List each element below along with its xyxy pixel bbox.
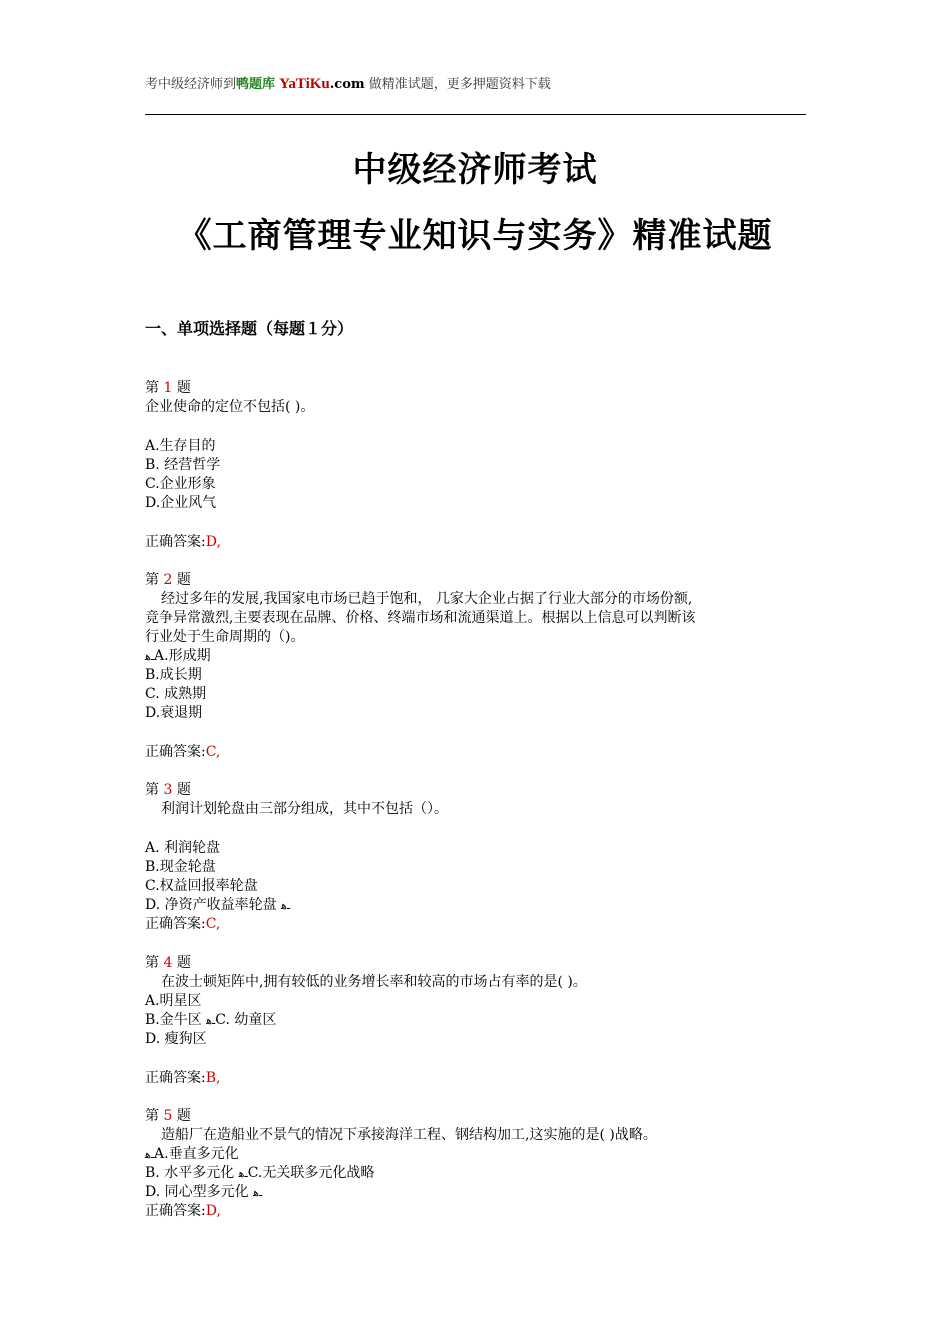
option: D. 同心型多元化 ـﻫ — [145, 1184, 263, 1200]
answer-line: 正确答案:D, — [145, 534, 221, 550]
option: B. 水平多元化 ـﻫC.无关联多元化战略 — [145, 1165, 375, 1181]
brand-domain: .com — [329, 77, 365, 92]
answer-line: 正确答案:B, — [145, 1070, 221, 1086]
question-heading: 第 4 题 — [145, 955, 191, 971]
question-stem: 造船厂在造船业不景气的情况下承接海洋工程、钢结构加工,这实施的是( )战略。 — [161, 1127, 657, 1143]
question-stem: 利润计划轮盘由三部分组成，其中不包括（）。 — [161, 801, 448, 817]
option: C.企业形象 — [145, 476, 216, 492]
option: D.衰退期 — [145, 705, 203, 721]
option: D. 净资产收益率轮盘 ـﻫ — [145, 897, 291, 913]
header-divider — [145, 114, 806, 115]
answer-value: D, — [205, 1203, 221, 1219]
option: A. 利润轮盘 — [145, 840, 221, 856]
question-heading: 第 1 题 — [145, 380, 191, 396]
section-heading: 一、单项选择题（每题１分） — [145, 319, 354, 338]
page-title-line2: 《工商管理专业知识与实务》精准试题 — [177, 216, 773, 256]
question-stem: 在波士顿矩阵中,拥有较低的业务增长率和较高的市场占有率的是( )。 — [161, 974, 587, 990]
question-heading: 第 5 题 — [145, 1108, 191, 1124]
glyph-marker-icon: ـﻫ — [253, 1186, 263, 1199]
question-heading: 第 3 题 — [145, 782, 191, 798]
question-stem: 企业使命的定位不包括( )。 — [145, 399, 315, 415]
question-number: 2 — [163, 572, 173, 588]
option: D.企业风气 — [145, 495, 217, 511]
answer-value: B, — [205, 1070, 221, 1086]
option: B.现金轮盘 — [145, 859, 216, 875]
answer-line: 正确答案:C, — [145, 744, 221, 760]
option: D. 瘦狗区 — [145, 1031, 207, 1047]
question-number: 4 — [163, 955, 173, 971]
page-title-line1: 中级经济师考试 — [352, 150, 598, 190]
answer-value: C, — [205, 916, 221, 932]
question-number: 1 — [163, 380, 173, 396]
question-heading: 第 2 题 — [145, 572, 191, 588]
option: B.成长期 — [145, 667, 202, 683]
option: B.金牛区 ـﻫC. 幼童区 — [145, 1012, 277, 1028]
question-stem: 行业处于生命周期的（)。 — [145, 629, 305, 645]
option: ـﻫA.形成期 — [145, 648, 211, 664]
answer-line: 正确答案:D, — [145, 1203, 221, 1219]
brand-name-cn: 鸭题库 — [236, 77, 276, 92]
glyph-marker-icon: ـﻫ — [145, 1148, 155, 1161]
question-number: 5 — [163, 1108, 173, 1124]
option: ـﻫA.垂直多元化 — [145, 1146, 239, 1162]
option: A.生存目的 — [145, 438, 216, 454]
glyph-marker-icon: ـﻫ — [238, 1167, 248, 1180]
answer-line: 正确答案:C, — [145, 916, 221, 932]
question-number: 3 — [163, 782, 173, 798]
answer-value: C, — [205, 744, 221, 760]
glyph-marker-icon: ـﻫ — [206, 1014, 216, 1027]
option: A.明星区 — [145, 993, 202, 1009]
brand-name-en: YaTiKu — [279, 76, 330, 92]
question-stem: 竞争异常激烈,主要表现在品牌、价格、终端市场和流通渠道上。根据以上信息可以判断该 — [145, 610, 696, 626]
glyph-marker-icon: ـﻫ — [145, 650, 155, 663]
question-stem: 经过多年的发展,我国家电市场已趋于饱和， 几家大企业占据了行业大部分的市场份额, — [161, 591, 693, 607]
option: C.权益回报率轮盘 — [145, 878, 258, 894]
header-suffix: 做精准试题，更多押题资料下载 — [368, 77, 551, 92]
glyph-marker-icon: ـﻫ — [281, 899, 291, 912]
option: C. 成熟期 — [145, 686, 207, 702]
page-header — [145, 73, 551, 93]
option: B. 经营哲学 — [145, 457, 221, 473]
header-prefix: 考中级经济师到 — [145, 77, 237, 92]
answer-value: D, — [205, 534, 221, 550]
